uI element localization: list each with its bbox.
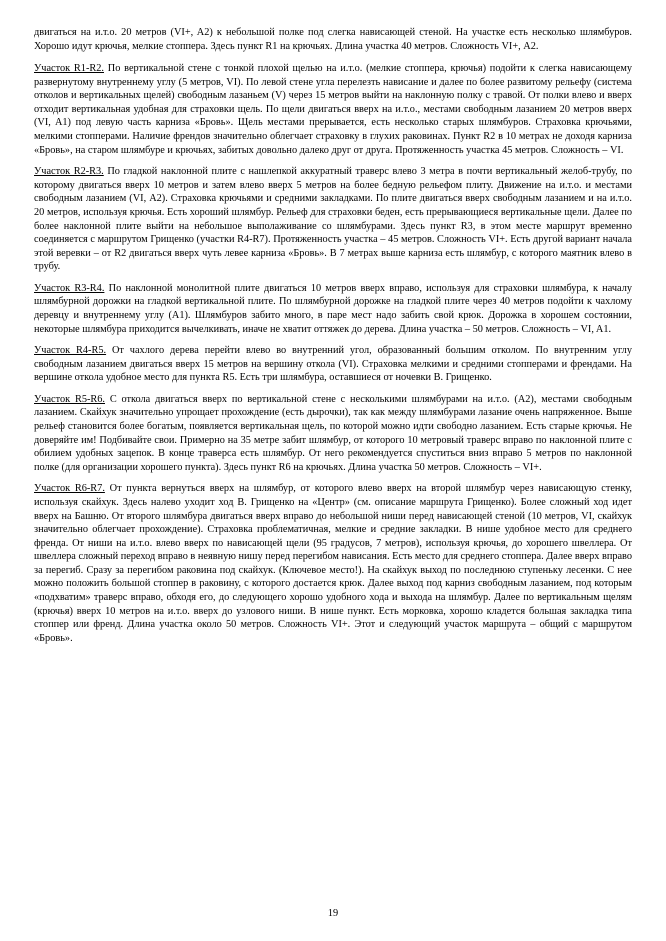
- section-title: Участок R1-R2.: [34, 63, 104, 75]
- paragraph-text: С откола двигаться вверх по вертикальной стене с несколькими шлямбурами на и.т.о. (А2), местами свободным лазанием. Скайхук значительно упрощает прохождение (есть дырочки), так как между шлямбурами лазание очень напряженное. Выше рельеф становится более богатым, появляется вертикальная щель, по которой можно идти свободно лазанием. Есть старые крючья. Не доверяйте им! Подбивайте свои. Примерно на 35 метре забит шлямбур, от которого 10 метровый траверс вправо по наклонной плите с обилием удобных зацепок. В конце траверса есть шлямбур. От него рекомендуется спуститься вниз вправо 5 метров по наклонной полке (для организации хорошего пункта). Здесь пункт R6 на крючьях. Длина участка 50 метров. Сложность – VI+.: [34, 393, 632, 473]
- paragraph-section-r6-r7: [34, 482, 632, 645]
- paragraph-text: По гладкой наклонной плите с нашлепкой аккуратный траверс влево 3 метра в почти вертикальный желоб-трубу, по которому двигаться вверх 10 метров и затем влево вверх 5 метров на более бедную рельефом плиту. Движение на и.т.о. и местами свободным лазанием (VI, А2). Страховка крючьями и средними закладками. По плите двигаться вверх свободным лазанием и на и.т.о. 20 метров, используя крючья. Есть хороший шлямбур. Рельеф для страховки беден, есть прерывающиеся вертикальные щели. Далее по более наклонной плите выйти на небольшое выполаживание со шлямбурами. Здесь пункт R3, в этом месте маршрут временно соединяется с маршрутом Грищенко (участки R4-R7). Протяженность участка – 45 метров. Сложность VI+. Есть другой вариант начала этой веревки – от R2 двигаться вверх чуть левее карниза «Бровь». В 7 метрах выше карниза есть шлямбур, с которого маятник влево в трубу.: [34, 166, 632, 273]
- paragraph-section-r3-r4: [34, 282, 632, 336]
- paragraph-text: От чахлого дерева перейти влево во внутренний угол, образованный большим отколом. По внутренним углу свободным лазанием двигаться вверх 15 метров на вершину откола (VI). Страховка мелкими и средними стопперами и френдами. На вершине откола удобное место для пункта R5. Есть три шлямбура, оставшиеся от ночевки В. Грищенко.: [34, 345, 632, 384]
- section-title: Участок R3-R4.: [34, 282, 105, 294]
- document-body: [34, 26, 632, 645]
- paragraph-intro: [34, 26, 632, 53]
- section-title: Участок R6-R7.: [34, 483, 105, 495]
- page-number: 19: [327, 908, 339, 919]
- paragraph-text: двигаться на и.т.о. 20 метров (VI+, A2) к небольшой полке под слегка нависающей стеной. На участке есть несколько шлямбуров. Хорошо идут крючья, мелкие стоппера. Здесь пункт R1 на крючьях. Длина участка 40 метров. Сложность VI+, А2.: [34, 27, 632, 52]
- paragraph-section-r1-r2: [34, 62, 632, 157]
- paragraph-section-r5-r6: [34, 393, 632, 474]
- section-title: Участок R5-R6.: [34, 393, 105, 405]
- paragraph-section-r2-r3: [34, 165, 632, 274]
- paragraph-text: По наклонной монолитной плите двигаться 10 метров вверх вправо, используя для страховки шлямбура, к началу шлямбурной дорожки на гладкой вертикальной плите. По шлямбурной дорожке на гладкой плите через 40 метров подойти к чахлому деревцу и внутреннему углу (А1). Шлямбуров забито много, в паре мест надо забить свой крюк. Дорожка в хорошем состоянии, некоторые шлямбура приходится вычелкивать, иначе не хватит оттяжек до дерева. Длина участка – 50 метров. Сложность – VI, A1.: [34, 282, 632, 335]
- paragraph-section-r4-r5: [34, 344, 632, 385]
- section-title: Участок R4-R5.: [34, 345, 107, 357]
- section-title: Участок R2-R3.: [34, 166, 104, 178]
- paragraph-text: От пункта вернуться вверх на шлямбур, от которого влево вверх на второй шлямбур через нависающую стенку, используя скайхук. Здесь налево уходит ход В. Грищенко на «Центр» (см. описание маршрута Грищенко). Более сложный ход идет вверх на Башню. От второго шлямбура двигаться вверх вправо до небольшой ниши перед нависающей стеной (10 метров, VI, скайхук значительно облегчает прохождение). Страховка проблематичная, мелкие и средние закладки. В нише удобное место для среднего френда. От ниши на и.т.о. влево вверх по нависающей щели (95 градусов, 7 метров), используя крючья, до хорошего швеллера. От швеллера сложный переход вправо в неявную нишу перед перегибом нависания. Есть место для среднего стоппера. Далее вверх вправо за перегиб. Сразу за перегибом раковина под скайхук. (Ключевое место!). На скайхук выход по последнюю ступеньку лесенки. С нее можно положить большой стоппер в раковину, с которого достается крюк. Далее выход под карниз свободным лазанием, под которым «подхватим» траверс вправо, обходя его, до следующего хорошо удобного хода и выхода на шлямбур. Далее по вертикальным щелям (крючья) вверх 10 метров на и.т.о. вверх до узлового ниши. В нише пункт. Есть морковка, хорошо кладется большая закладка типа стоппер или френд. Длина участка около 50 метров. Сложность VI+. Этот и следующий участок маршрута – общий с маршрутом «Бровь».: [34, 483, 632, 644]
- paragraph-text: По вертикальной стене с тонкой плохой щелью на и.т.о. (мелкие стоппера, крючья) подойти к слегка нависающему развернутому внутреннему углу (5 метров, VI). По левой стене угла перелезть нависание и далее по более развитому рельефу (система отколов и вертикальных щелей) свободным лазаньем (V) через 15 метров выйти на наклонную полку с травой. От полки влево и вверх отходит вертикальная удобная для страховки щель. По щели двигаться вверх на и.т.о., местами свободным лазанием 20 метров вверх (VI, A1) под левую часть карниза «Бровь». Щель местами прерывается, есть несколько старых шлямбуров. Страховка крючьями, мелкими стопперами. Наличие френдов значительно облегчает страховку в глухих раковинах. Пункт R2 в 10 метрах не доходя карниза «Бровь», на старом шлямбуре и крючьях, забитых довольно далеко друг от друга. Протяженность участка 45 метров. Сложность – VI.: [34, 63, 632, 156]
